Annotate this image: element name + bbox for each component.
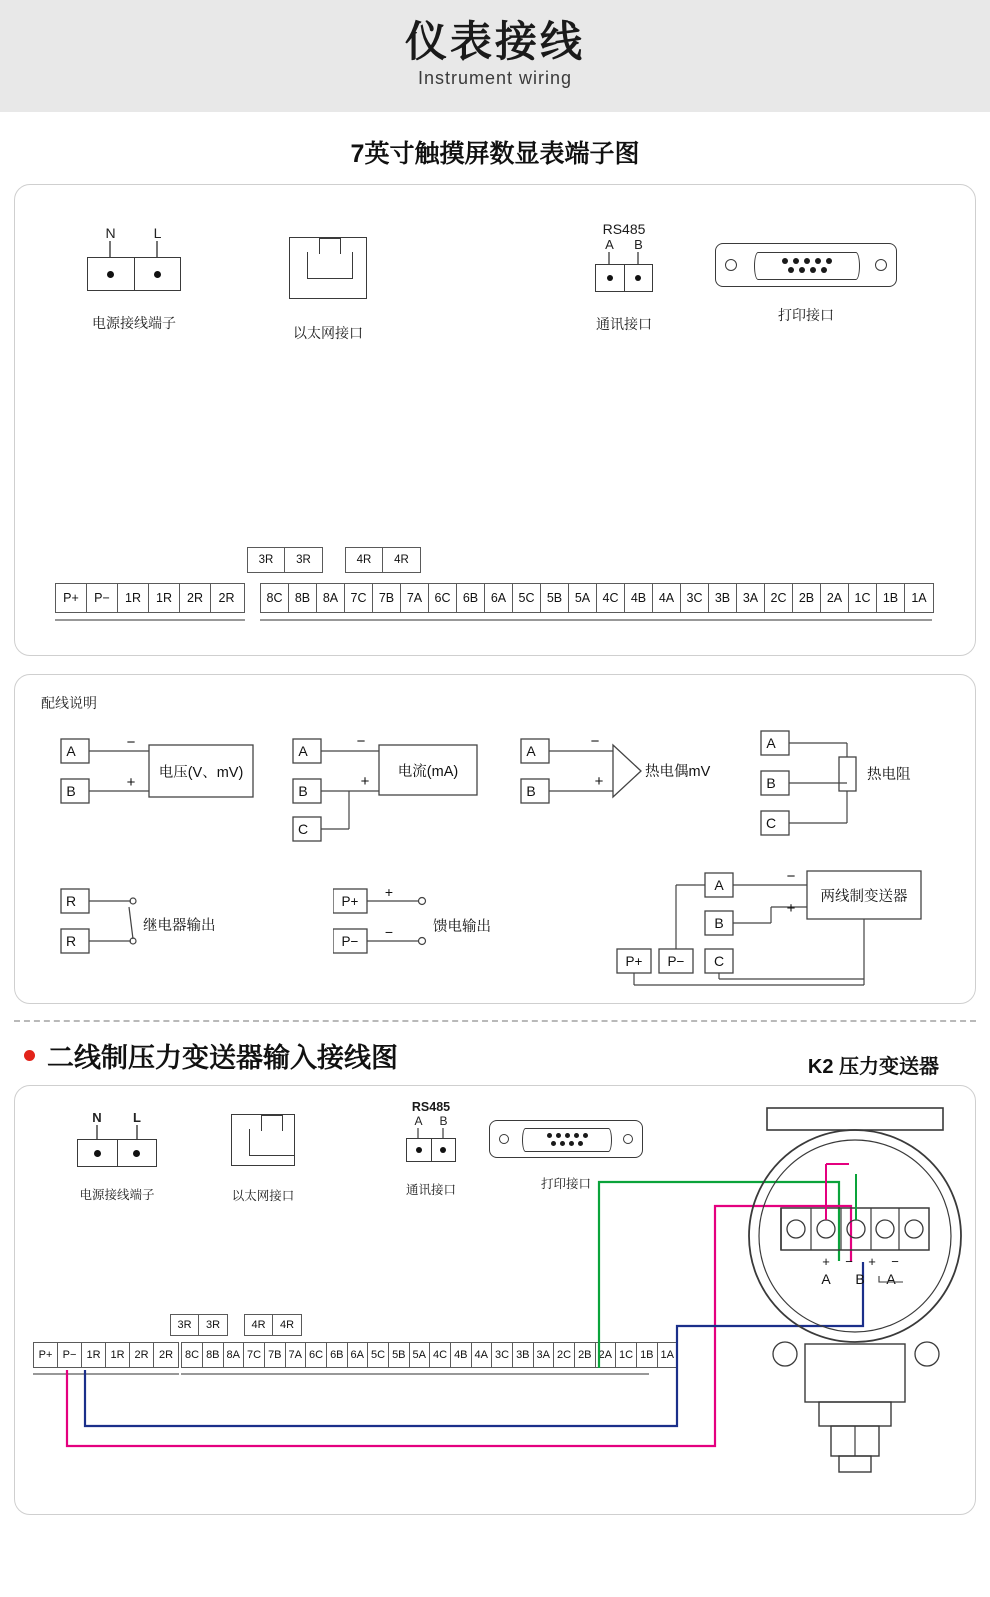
- power-strip-group: [55, 583, 245, 627]
- wiring-relay-lines: [55, 887, 265, 959]
- power-pin-label-l: L: [153, 225, 162, 241]
- wiring-feed-lines: [333, 887, 553, 959]
- rs485-header: RS485: [602, 221, 646, 237]
- svg-text:A: A: [821, 1271, 831, 1287]
- terminal-cell: P+: [34, 1343, 58, 1367]
- terminal-cell: 1A: [660, 1349, 675, 1361]
- svg-text:C: C: [297, 821, 309, 837]
- page-banner: [0, 0, 990, 112]
- power-terminal-pin-l: [135, 258, 181, 290]
- svg-text:−: −: [356, 735, 366, 750]
- svg-text:P−: P−: [667, 954, 685, 969]
- terminal-cell: 5A: [569, 584, 597, 612]
- terminal-cell: 6B: [457, 584, 485, 612]
- wiring-current-lines: [287, 735, 487, 845]
- svg-text:B: B: [855, 1271, 865, 1287]
- svg-text:−: −: [384, 924, 394, 940]
- ethernet-icon: [289, 237, 367, 299]
- power-terminal-caption-2: 电源接线端子: [79, 1188, 155, 1202]
- svg-text:−: −: [590, 735, 600, 750]
- rs485-terminal-block: [595, 264, 653, 292]
- relay-strip-4r: [345, 547, 421, 573]
- terminal-cell: 7B: [265, 1343, 285, 1367]
- terminal-cell: 4R: [346, 548, 383, 572]
- svg-text:电流(mA): 电流(mA): [397, 764, 459, 780]
- power-strip: [55, 583, 245, 613]
- terminal-cell: 4C: [430, 1343, 451, 1367]
- main-terminal-strip: [260, 583, 934, 613]
- terminal-cell: 3R: [296, 554, 311, 566]
- power-terminal-pin-n: [88, 258, 135, 290]
- svg-text:−: −: [786, 868, 796, 885]
- rs485-pin-a: [596, 265, 625, 291]
- terminal-cell: 6B: [327, 1343, 347, 1367]
- svg-text:−: −: [891, 1254, 899, 1269]
- svg-text:C: C: [713, 953, 725, 969]
- terminal-cell: 8A: [317, 584, 345, 612]
- terminal-cell: 1A: [911, 591, 927, 605]
- svg-text:B: B: [714, 915, 724, 931]
- wiring-feed-group: [333, 887, 553, 959]
- terminal-cell: 4R: [245, 1315, 273, 1335]
- svg-text:+: +: [868, 1254, 876, 1269]
- terminal-cell: 2R: [218, 591, 235, 605]
- terminal-cell: 2R: [180, 584, 211, 612]
- terminal-cell: 2A: [821, 584, 849, 612]
- terminal-cell: 4B: [625, 584, 653, 612]
- rs485-header-2: RS485: [411, 1100, 451, 1114]
- svg-text:P−: P−: [341, 934, 359, 949]
- rs485-leads: [595, 252, 653, 264]
- svg-text:−: −: [126, 735, 136, 751]
- terminal-cell: P−: [58, 1343, 82, 1367]
- section-divider: [14, 1020, 976, 1022]
- terminal-cell: 8C: [261, 584, 289, 612]
- svg-text:R: R: [65, 933, 77, 949]
- main-strip-group: [260, 583, 934, 627]
- terminal-cell: 7B: [373, 584, 401, 612]
- svg-text:继电器输出: 继电器输出: [143, 918, 216, 934]
- terminal-cell: 5B: [389, 1343, 409, 1367]
- terminal-cell: 4R: [394, 554, 409, 566]
- terminal-cell: 8B: [203, 1343, 223, 1367]
- svg-text:B: B: [66, 783, 76, 799]
- power-pin-label-l-2: L: [133, 1110, 141, 1125]
- power-pin-label-n: N: [105, 225, 116, 241]
- terminal-cell: 7A: [286, 1343, 306, 1367]
- svg-text:R: R: [65, 893, 77, 909]
- terminal-cell: 7A: [401, 584, 429, 612]
- svg-text:A: A: [526, 743, 536, 759]
- terminal-cell: 4A: [472, 1343, 492, 1367]
- terminal-cell: 8B: [289, 584, 317, 612]
- power-terminal-group: [87, 225, 181, 333]
- svg-text:+: +: [594, 773, 604, 790]
- rs485-pin-label-a: A: [605, 237, 614, 252]
- svg-text:A: A: [886, 1271, 896, 1287]
- terminal-cell: 2A: [596, 1343, 616, 1367]
- terminal-cell: 1R: [118, 584, 149, 612]
- wiring-rtd-lines: [755, 727, 955, 845]
- terminal-cell: 1R: [149, 584, 180, 612]
- wiring-relay-group: [55, 887, 265, 959]
- svg-text:馈电输出: 馈电输出: [433, 919, 491, 935]
- terminal-cell: 4C: [597, 584, 625, 612]
- terminal-cell: 1B: [877, 584, 905, 612]
- section1-title: 7英寸触摸屏数显表端子图: [350, 140, 640, 168]
- transmitter-title: K2 压力变送器: [807, 1056, 939, 1078]
- terminal-cell: 5C: [513, 584, 541, 612]
- ethernet-port-group: [289, 237, 367, 343]
- svg-text:P+: P+: [341, 894, 359, 909]
- svg-text:+: +: [126, 774, 136, 791]
- rs485-pin-label-b: B: [634, 237, 643, 252]
- wiring-panel-label: 配线说明: [41, 695, 97, 711]
- svg-text:+: +: [360, 773, 370, 790]
- svg-text:−: −: [845, 1254, 853, 1269]
- svg-text:C: C: [765, 815, 777, 831]
- terminal-cell: 2C: [554, 1343, 575, 1367]
- terminal-cell: 6A: [485, 584, 513, 612]
- terminal-cell: 6C: [306, 1343, 327, 1367]
- terminal-cell: 1R: [106, 1343, 130, 1367]
- svg-text:B: B: [766, 775, 776, 791]
- terminal-cell: P+: [56, 584, 87, 612]
- comm-port-caption: 通讯接口: [596, 316, 652, 332]
- terminal-cell: 3C: [681, 584, 709, 612]
- terminal-cell: 3C: [492, 1343, 513, 1367]
- terminal-cell: 7C: [345, 584, 373, 612]
- rs485-pin-b: [625, 265, 653, 291]
- svg-text:热电偶mV: 热电偶mV: [645, 764, 711, 780]
- wiring-rtd-group: [755, 727, 955, 845]
- terminal-cell: 4R: [279, 1319, 295, 1331]
- wiring-voltage-lines: [55, 735, 261, 807]
- terminal-cell: 2R: [158, 1349, 174, 1361]
- terminal-cell: 5A: [410, 1343, 430, 1367]
- pressure-transmitter-drawing: [745, 1104, 965, 1504]
- wiring-thermocouple-group: [515, 735, 725, 815]
- wiring-current-group: [287, 735, 487, 845]
- terminal-cell: 7C: [244, 1343, 265, 1367]
- terminal-cell: 3B: [513, 1343, 533, 1367]
- power-pin-label-n-2: N: [92, 1110, 102, 1125]
- relay-small-strips: [247, 547, 421, 573]
- rs485-pin-label-a-2: A: [414, 1114, 423, 1128]
- terminal-cell: 6A: [348, 1343, 368, 1367]
- terminal-cell: 5B: [541, 584, 569, 612]
- rs485-pin-label-b-2: B: [439, 1114, 448, 1128]
- power-terminal-caption: 电源接线端子: [92, 315, 176, 331]
- db9-connector-icon: [715, 243, 897, 287]
- ethernet-caption: 以太网接口: [293, 325, 363, 341]
- section3-title: 二线制压力变送器输入接线图: [47, 1043, 398, 1073]
- comm-port-group: [575, 221, 673, 334]
- svg-text:+: +: [384, 887, 394, 900]
- power-terminal-block: [87, 257, 181, 291]
- svg-text:B: B: [526, 783, 536, 799]
- printer-port-caption: 打印接口: [778, 307, 834, 323]
- terminal-cell: 1C: [616, 1343, 637, 1367]
- power-strip-base: [55, 613, 245, 627]
- terminal-cell: 3R: [248, 548, 285, 572]
- terminal-cell: 2B: [575, 1343, 595, 1367]
- comm-port-caption-2: 通讯接口: [405, 1183, 456, 1197]
- terminal-cell: 4B: [451, 1343, 471, 1367]
- bullet-dot-icon: [24, 1050, 35, 1061]
- svg-text:+: +: [786, 900, 796, 917]
- wiring-two-wire-lines: [611, 867, 941, 991]
- terminal-cell: 2R: [130, 1343, 154, 1367]
- page-subtitle: Instrument wiring: [417, 68, 573, 88]
- terminal-cell: 3R: [171, 1315, 199, 1335]
- terminal-cell: 3A: [737, 584, 765, 612]
- svg-text:A: A: [766, 735, 776, 751]
- printer-port-caption-2: 打印接口: [540, 1177, 591, 1191]
- relay-strip-3r: [247, 547, 323, 573]
- terminal-cell: 3R: [205, 1319, 221, 1331]
- terminal-cell: 8C: [182, 1343, 203, 1367]
- svg-text:两线制变送器: 两线制变送器: [820, 889, 908, 905]
- wiring-voltage-group: [55, 735, 261, 807]
- svg-text:B: B: [298, 783, 308, 799]
- terminal-cell: 6C: [429, 584, 457, 612]
- ethernet-caption-2: 以太网接口: [231, 1189, 295, 1203]
- svg-text:A: A: [298, 743, 308, 759]
- wiring-two-wire-group: [611, 867, 941, 991]
- printer-port-group: [715, 243, 897, 325]
- terminal-cell: 1R: [82, 1343, 106, 1367]
- terminal-cell: 4A: [653, 584, 681, 612]
- page-title: 仪表接线: [404, 18, 585, 65]
- terminal-cell: 3B: [709, 584, 737, 612]
- svg-text:热电阻: 热电阻: [867, 767, 911, 783]
- wiring-instructions-panel: [14, 674, 976, 1004]
- svg-text:+: +: [822, 1254, 830, 1269]
- power-terminal-leads: [87, 241, 181, 257]
- terminal-diagram-panel: [14, 184, 976, 656]
- wiring-thermocouple-lines: [515, 735, 725, 815]
- terminal-cell: 1B: [637, 1343, 657, 1367]
- terminal-cell: 8A: [224, 1343, 244, 1367]
- svg-text:A: A: [714, 877, 724, 893]
- svg-text:A: A: [66, 743, 76, 759]
- svg-text:电压(V、mV): 电压(V、mV): [158, 765, 244, 781]
- terminal-cell: P−: [87, 584, 118, 612]
- terminal-cell: 5C: [368, 1343, 389, 1367]
- svg-text:P+: P+: [625, 954, 643, 969]
- terminal-cell: 3A: [534, 1343, 554, 1367]
- terminal-cell: 1C: [849, 584, 877, 612]
- terminal-cell: 2B: [793, 584, 821, 612]
- terminal-cell: 2C: [765, 584, 793, 612]
- main-strip-base: [260, 613, 932, 627]
